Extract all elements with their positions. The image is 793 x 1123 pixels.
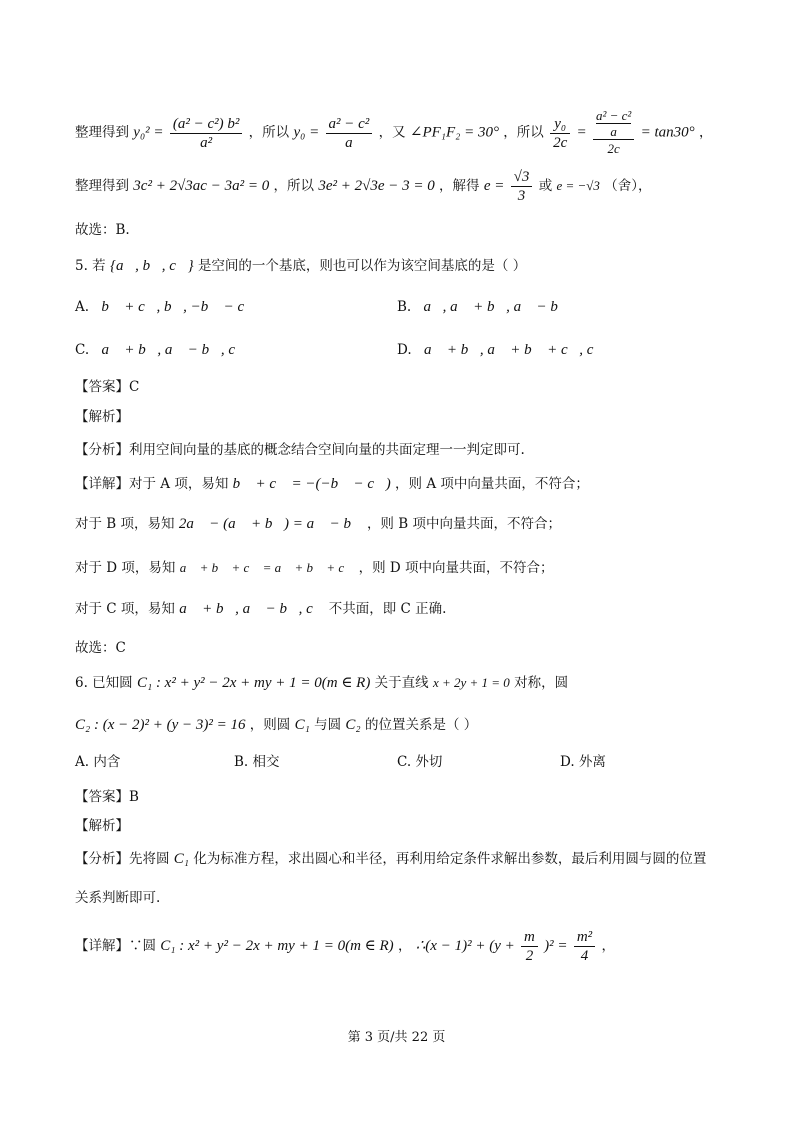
fraction [326, 115, 373, 152]
numerator: y₀ [550, 115, 570, 134]
equals: = [576, 124, 587, 141]
text: 对于 D 项，易知 [75, 560, 176, 576]
denominator: a [345, 134, 353, 151]
answer-q6: 【答案】B [75, 789, 139, 805]
analysis-heading-q6: 【解析】 [75, 818, 129, 834]
vector-set: {a⃗, b⃗, c⃗} [109, 258, 194, 274]
text: ， [397, 938, 412, 954]
text: ， [601, 938, 615, 954]
option-text: b⃗ + c⃗, b⃗, −b⃗ − c⃗ [101, 299, 256, 315]
text: 的位置关系是（ ） [364, 717, 478, 733]
text: 【分析】先将圆 [75, 851, 170, 867]
option-label: B. [397, 299, 412, 315]
text: 【详解】∵圆 [75, 938, 156, 954]
text: ， [698, 124, 713, 141]
text: ，则 B 项中向量共面，不符合； [366, 516, 561, 532]
circle-equation: C₁ : x² + y² − 2x + my + 1 = 0(m ∈ R) [160, 938, 394, 954]
derivation-line-2 [75, 166, 651, 206]
detail-q5-a [75, 474, 589, 494]
text: 对于 C 项，易知 [75, 601, 175, 617]
text: ，解得 [439, 178, 480, 194]
text: ，则 D 项中向量共面，不符合； [358, 560, 554, 576]
denominator: 2c [607, 141, 620, 156]
equation: e = −√3 [556, 178, 600, 193]
text: ，则 A 项中向量共面，不符合； [395, 476, 589, 492]
equation: b⃗ + c⃗ = −(−b⃗ − c⃗) [232, 476, 391, 492]
analysis-q6-cont: 关系判断即可. [75, 890, 161, 906]
compound-fraction [593, 108, 634, 158]
denominator: 2 [525, 948, 534, 964]
option-text: a⃗ + b⃗, a⃗ + b⃗ + c⃗, c⃗ [423, 342, 606, 358]
option-label: D. [397, 342, 412, 358]
circle-label: C₂ [345, 717, 361, 733]
equation: e = [483, 178, 505, 194]
circle-equation: C₂ : (x − 2)² + (y − 3)² = 16 [75, 717, 246, 733]
text: 【详解】对于 A 项，易知 [75, 476, 229, 492]
text: ，则圆 [249, 717, 291, 733]
fraction [521, 928, 538, 965]
equation: y₀ = [293, 124, 320, 141]
circle-label: C₁ [173, 851, 190, 867]
text: 或 [538, 178, 553, 194]
option-label: C. [75, 342, 90, 358]
option-b: B. 相交 [234, 754, 280, 770]
numerator [593, 108, 634, 140]
option-d: D. 外离 [560, 754, 606, 770]
option-a: A. 内含 [75, 754, 121, 770]
text: 整理得到 [75, 124, 129, 141]
detail-q5-d [75, 558, 553, 578]
text: ，所以 [273, 178, 315, 194]
option-label: A. [75, 299, 90, 315]
text: ，所以 [503, 124, 544, 141]
equation: = tan30° [640, 124, 695, 141]
option-text: a⃗ + b⃗, a⃗ − b⃗, c⃗ [101, 342, 247, 358]
text: 化为标准方程，求出圆心和半径，再利用给定条件求解出参数，最后利用圆与圆的位置 [193, 851, 707, 867]
option-c [75, 340, 247, 360]
option-text: a⃗, a⃗ + b⃗, a⃗ − b⃗ [423, 299, 570, 315]
fraction [574, 928, 595, 965]
text: ，所以 [248, 124, 290, 141]
equation: y₀² = [133, 124, 164, 141]
equation: 3e² + 2√3e − 3 = 0 [318, 178, 435, 194]
page-footer: 第 3 页/共 22 页 [347, 1030, 446, 1045]
derivation-line-1 [75, 108, 712, 158]
text: 对称，圆 [514, 675, 569, 691]
text: 整理得到 [75, 178, 129, 194]
option-b [397, 297, 570, 317]
equation-part: ∴(x − 1)² + (y + [415, 938, 515, 954]
choice-q5: 故选：C [75, 640, 126, 656]
numerator: √3 [511, 168, 533, 187]
option-a [75, 297, 256, 317]
text: 与圆 [314, 717, 342, 733]
circle-equation: C₁ : x² + y² − 2x + my + 1 = 0(m ∈ R) [136, 675, 371, 691]
angle-equation: ∠PF₁F₂ = 30° [409, 124, 499, 141]
line-equation: x + 2y + 1 = 0 [432, 675, 510, 690]
fraction [550, 115, 570, 152]
denominator: 4 [580, 948, 589, 964]
denominator: a² [200, 134, 213, 151]
numerator: (a² − c²) b² [170, 115, 243, 134]
detail-q5-b [75, 514, 561, 534]
text: ，又 [378, 124, 406, 141]
equation: a⃗ + b⃗ + c⃗ = a⃗ + b⃗ + c⃗ [179, 560, 355, 575]
question-text: 是空间的一个基底，则也可以作为该空间基底的是（ ） [197, 258, 527, 274]
analysis-heading-q5: 【解析】 [75, 409, 129, 425]
denominator: 2c [553, 134, 568, 151]
equation: a⃗ + b⃗, a⃗ − b⃗, c⃗ [179, 601, 325, 617]
equation: 2a⃗ − (a⃗ + b⃗) = a⃗ − b⃗ [178, 516, 363, 532]
question-6-stem-2 [75, 715, 477, 735]
fraction [170, 115, 243, 152]
inner-numerator: a² − c² [595, 108, 632, 123]
choice-line-q4: 故选：B. [75, 222, 130, 238]
text: 对于 B 项，易知 [75, 516, 175, 532]
equation: 3c² + 2√3ac − 3a² = 0 [133, 178, 270, 194]
denominator: 3 [517, 188, 526, 204]
text: 不共面，即 C 正确. [328, 601, 447, 617]
option-c: C. 外切 [397, 754, 443, 770]
text: 关于直线 [374, 675, 429, 691]
fraction [511, 168, 533, 205]
numerator: m [521, 928, 538, 947]
analysis-q5: 【分析】利用空间向量的基底的概念结合空间向量的共面定理一一判定即可. [75, 442, 525, 458]
question-5-stem [75, 256, 526, 276]
inner-denominator: a [610, 124, 617, 139]
analysis-q6 [75, 849, 706, 869]
answer-q5: 【答案】C [75, 379, 140, 395]
question-number: 6. 已知圆 [75, 675, 133, 691]
equation-part: )² = [544, 938, 568, 954]
numerator: m² [574, 928, 595, 947]
detail-q6 [75, 926, 615, 966]
option-d [397, 340, 605, 360]
text: （舍）， [604, 178, 652, 194]
detail-q5-c [75, 599, 446, 619]
numerator: a² − c² [326, 115, 373, 134]
question-number: 5. 若 [75, 258, 106, 274]
question-6-stem [75, 673, 568, 693]
circle-label: C₁ [294, 717, 310, 733]
